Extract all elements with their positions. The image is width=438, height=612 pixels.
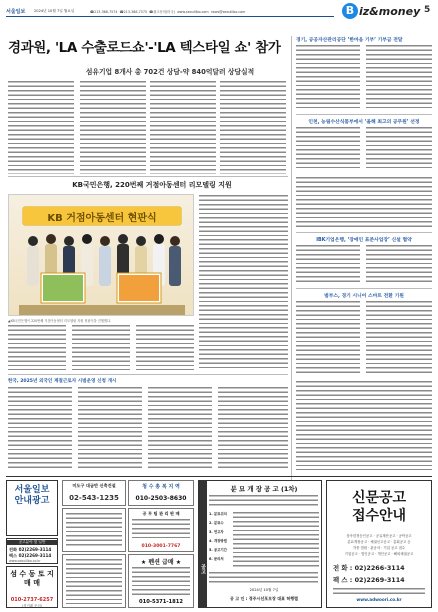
land-sale-phone: 010-2737-6257	[10, 597, 54, 603]
notice-sec-5: 6. 문의처	[209, 557, 224, 561]
paper-name: 서울일보	[6, 9, 26, 15]
promo-tel-label: 전 화	[333, 564, 348, 572]
land-sale-box	[6, 566, 58, 608]
contact-0: ☎213-368-7574	[90, 9, 118, 14]
kb-photo	[8, 194, 194, 316]
bottom-article-title: 한국, 2025년 외국인 계절근로자 시범운영 신청 개시	[8, 379, 117, 384]
kb-body-col-2	[8, 324, 66, 370]
section-brand	[342, 3, 422, 21]
header-underline	[6, 16, 334, 17]
main-subheadline: 섬유기업 8개사 총 702건 상담-약 840억달러 상담실적	[85, 68, 255, 76]
right-col-text-7	[366, 244, 432, 284]
contact-1: ☎213-368-7575	[119, 9, 148, 14]
notice-org: 공 고 인 : 경주시선포모장 대표 허행렬	[230, 596, 298, 601]
promo-line-0: 상속한정승인공고 · 공유재산공고 · 공탁공고	[346, 534, 412, 538]
main-body-col-1	[8, 80, 74, 174]
right-article-2-title: 인천, 농림수산식품부에서 ‘올해 최고의 공무원’ 선정	[308, 120, 420, 125]
bottom-body-col-2	[78, 386, 142, 470]
kb-banner	[23, 207, 181, 225]
ad-cleaning	[128, 480, 194, 506]
kb-photo-caption: ▲KB국민은행이 220번째 거점아동센터 리모델링 지원 현판식을 진행했다.	[8, 319, 112, 323]
notice-sec-3: 4. 개장방법	[209, 539, 227, 543]
promo-tel-value: 02)2266-3114	[354, 564, 405, 572]
notice-date: 2024년 10월 7일	[249, 588, 279, 592]
ad-pension	[128, 554, 194, 608]
contact-3: www.seoulilbo.com	[177, 9, 209, 14]
main-headline: 경과원, 'LA 수출로드쇼'-'LA 텍스타일 쇼' 참가	[8, 40, 281, 56]
notice-title: 분 묘 개 장 공 고 (1차)	[230, 485, 298, 493]
bottom-body-col-4	[218, 386, 288, 470]
grave-notice	[198, 480, 322, 608]
right-article-1-title: 경기, 공공자산관리공단 ‘한마음 기부’ 기부금 전달	[296, 38, 403, 43]
promo-line-1: 분묘개장공고 · 채권신고공고 · 총회공고 등	[347, 540, 411, 544]
promo-line-3: 기업공고 · 법인공고 · 개인공고 · 해외채권공고	[344, 552, 414, 556]
ad-cleaning-title: 청 수 총 복 지 역	[142, 484, 180, 490]
right-divider-2	[296, 232, 432, 233]
ad-construction	[62, 480, 126, 506]
promo-title-2: 접수안내	[351, 508, 407, 524]
ad-block-a	[62, 508, 126, 552]
ad-construction-title: 미도구 대금반 신축건설	[72, 483, 116, 488]
notice-sec-2: 3. 연고자	[209, 530, 224, 534]
kb-body-col-1	[199, 194, 288, 370]
kb-banner-text: KB 거점아동센터 현판식	[47, 213, 157, 224]
promo-fax-label: 팩 스	[333, 576, 348, 584]
seoul-phone-value: 02)2269-3114	[18, 547, 52, 552]
contact-4: news@seoulilbo.com	[210, 9, 246, 14]
promo-site[interactable]: www.adwoori.co.kr	[356, 597, 402, 602]
contact-2: ☎광고문의(미국)	[149, 9, 175, 14]
kb-people-group	[19, 229, 185, 316]
kb-body-col-4	[136, 324, 194, 370]
notice-sec-0: 1. 분묘위치	[209, 512, 227, 516]
bottom-article-top-rule	[8, 374, 288, 375]
right-col-text-2	[366, 44, 432, 110]
ad-mid-phone: 010-3001-7767	[141, 544, 181, 549]
brand-b-badge: B	[342, 3, 358, 19]
column-divider	[291, 36, 292, 502]
right-article-4-title: 범부스, 경기 시니어 스마트 전환 기원	[324, 294, 404, 299]
right-divider-1	[296, 114, 432, 115]
land-sale-owner: (직거래 문의)	[21, 604, 43, 608]
notice-sec-1: 2. 분묘수	[209, 521, 224, 525]
ad-mid	[128, 508, 194, 552]
seoul-guide-title: 서울일보 안내광고	[14, 485, 50, 506]
promo-title-1: 신문공고	[351, 490, 407, 506]
right-divider-3	[296, 288, 432, 289]
seoul-fax-label: 팩스	[9, 553, 18, 558]
bottom-body-col-3	[148, 386, 212, 470]
right-col-text-9	[366, 300, 432, 376]
right-col-text-1	[296, 44, 360, 110]
ad-cleaning-phone: 010-2503-8630	[135, 495, 187, 502]
promo-fax-value: 02)2269-3114	[354, 576, 405, 584]
seoul-guide-box	[6, 480, 58, 536]
notice-sec-4: 5. 공고기간	[209, 548, 227, 552]
right-col-text-4	[366, 126, 432, 170]
promo-line-2: 각종 법원 · 관공서 · 기업 공고 접수	[352, 546, 406, 550]
seoul-guide-sub: 공고분야 및 일반	[7, 540, 57, 545]
kb-headline: KB국민은행, 220번째 거점아동센터 리모델링 지원	[72, 181, 232, 189]
ad-pension-title: ★ 펜션 급매 ★	[140, 559, 182, 566]
bottom-body-col-1	[8, 386, 72, 470]
seoul-website: www.seoulilbo.co.kr	[9, 559, 41, 563]
right-col-text-5	[296, 176, 432, 228]
promo-fax: 팩 스 : 02)2269-3114	[333, 576, 405, 584]
ads-top-rule	[6, 476, 432, 477]
right-col-text-3	[296, 126, 360, 170]
paper-logo	[6, 8, 25, 15]
ad-construction-phone: 02-543-1235	[69, 494, 119, 502]
ad-mid-title: 공 무 팀 관 리 판 매	[142, 511, 180, 516]
kb-top-rule	[8, 176, 288, 177]
kb-body-col-3	[72, 324, 130, 370]
notice-sections	[209, 511, 319, 569]
right-col-text-6	[296, 244, 360, 284]
promo-tel: 전 화 : 02)2266-3114	[333, 564, 405, 572]
header-date: 2024년 10월 7일 월요일	[34, 8, 75, 13]
right-col-text-8	[296, 300, 360, 376]
main-body-col-2	[80, 80, 146, 174]
brand-text: iz&money	[359, 5, 421, 18]
header-contacts	[90, 9, 245, 14]
promo-box	[326, 480, 432, 608]
seoul-guide-contacts	[6, 538, 58, 564]
seoul-fax-value: 02)2269-3114	[18, 553, 52, 558]
main-body-col-3	[150, 80, 216, 174]
ad-pension-phone: 010-5371-1812	[138, 599, 183, 605]
page-header	[6, 4, 432, 28]
land-sale-title: 섬 수 동 토 지 매 매	[10, 570, 54, 587]
main-body-col-4	[220, 80, 286, 174]
notice-side-label: 공고	[199, 481, 207, 607]
right-article-3-title: IBK기업은행, ‘장애인 표준사업장’ 신설 협약	[316, 238, 412, 243]
right-col-text-10	[296, 380, 432, 470]
seoul-phone-label: 전화	[9, 547, 18, 552]
page-number: 5	[424, 5, 431, 15]
ad-block-b	[62, 554, 126, 608]
